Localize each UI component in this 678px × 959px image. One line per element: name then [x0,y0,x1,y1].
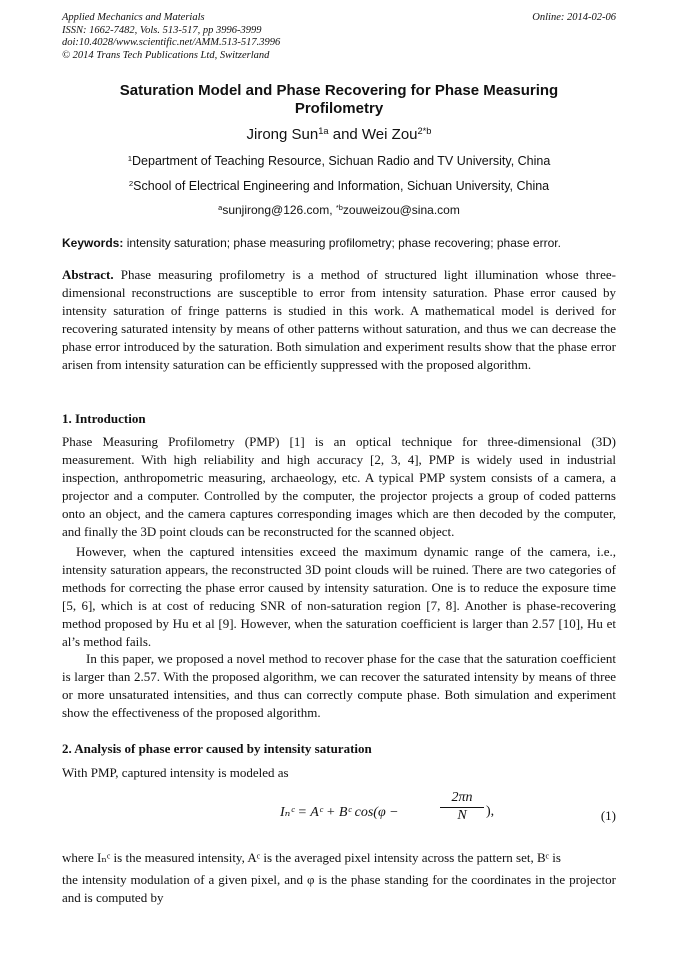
online-date: Online: 2014-02-06 [532,12,616,23]
abstract [62,266,616,373]
title-line-1: Saturation Model and Phase Recovering for Phase Measuring [119,82,559,99]
keywords [62,236,616,250]
section-2-paragraph: With PMP, captured intensity is modeled as [62,765,289,780]
abstract-label: Abstract. [62,267,114,282]
affiliation-1 [62,154,616,168]
affiliation-1-sup: 1 [127,153,133,163]
email-2-sup: *b [335,202,343,212]
keywords-text: intensity saturation; phase measuring profilometry; phase recovering; phase error. [123,236,561,250]
intro-paragraph-2: However, when the captured intensities exceed the maximum dynamic range of the camera, i.e., intensity saturation appears, the reconstructed 3D point clouds will be ruined. There are two categories of methods for correcting the phase error caused by intensity saturation. One is to reduce the exposure time [5, 6], which is at cost of reducing SNR of non-saturation region [7, 8]. Another is phase-recovering method proposed by Hu et al [9]. However, when the saturation coefficient is larger than 2.57 [10], Hu et al’s method fails. [62,544,616,649]
paper-title [62,82,616,118]
equation-numerator: 2πn [440,790,484,808]
author-1-sup: 1a [318,125,329,136]
author-2-sup: 2*b [417,125,432,136]
equation-1 [62,790,616,834]
equation-denominator: N [457,808,467,823]
email-1: sunjirong@126.com, [222,203,336,217]
section-2-heading: 2. Analysis of phase error caused by intensity saturation [62,741,372,756]
abstract-text: Phase measuring profilometry is a method of structured light illumination whose three-dimensional reconstructions are susceptible to error from intensity saturation. Phase error caused by intensity saturation of fringe patterns is studied in this work. A mathematical model is derived for recovering saturated intensity by means of other patterns without saturation, and thus we can decrease the phase error introduced by the saturation. Both simulation and experiment results show that the phase error arisen from intensity saturation can be efficiently suppressed with the proposed algorithm. [62,267,616,372]
equation-number: (1) [600,808,616,823]
running-header [62,12,616,62]
where-line-2: the intensity modulation of a given pixel, and φ is the phase standing for the coordinates in the projector and is computed by [62,872,616,905]
intro-paragraph-3: In this paper, we proposed a novel method to recover phase for the case that the saturation coefficient is larger than 2.57. With the proposed algorithm, we can recover the saturated intensity by means of three or more unsaturated intensities, and thus can correctly compute phase. Both simulation and experiment show the effectiveness of the proposed algorithm. [62,651,616,720]
intro-heading: 1. Introduction [62,411,146,426]
author-1: Jirong Sun [246,126,319,143]
doi-line: doi:10.4028/www.scientific.net/AMM.513-517.3996 [62,37,281,49]
where-line-1: where Iₙᶜ is the measured intensity, Aᶜ is the averaged pixel intensity across the pattern set, Bᶜ is [62,850,561,865]
copyright-line: © 2014 Trans Tech Publications Ltd, Switzerland [62,49,270,61]
affiliation-1-text: Department of Teaching Resource, Sichuan Radio and TV University, China [132,154,551,168]
email-line [62,203,616,217]
equation-fraction [440,790,484,824]
affiliation-2-text: School of Electrical Engineering and Information, Sichuan University, China [133,179,550,193]
keywords-label: Keywords: [62,236,124,250]
email-1-sup: a [218,202,223,212]
intro-paragraph-1: Phase Measuring Profilometry (PMP) [1] is an optical technique for three-dimensional (3D) measurement. With high reliability and high accuracy [2, 3, 4], PMP is widely used in industrial inspection, anthropometric measuring, archaeology, etc. A typical PMP system consists of a camera, a projector and a computer. Controlled by the computer, the projector projects a group of coded patterns onto an object, and the camera captures corresponding images which are then decoded by the computer, and finally the 3D point clouds can be reconstructed for the scanned object. [62,434,616,539]
author-line [62,126,616,143]
email-2: zouweizou@sina.com [342,203,460,217]
affiliation-2 [62,179,616,193]
affiliation-2-sup: 2 [128,178,134,188]
issn-line: ISSN: 1662-7482, Vols. 513-517, pp 3996-3999 [62,24,262,36]
equation-lhs: Iₙᶜ = Aᶜ + Bᶜ cos(φ − [280,805,399,820]
author-2: and Wei Zou [328,126,418,143]
title-line-2: Profilometry [294,100,384,117]
journal-name: Applied Mechanics and Materials [62,12,205,23]
equation-close: ), [486,804,495,819]
